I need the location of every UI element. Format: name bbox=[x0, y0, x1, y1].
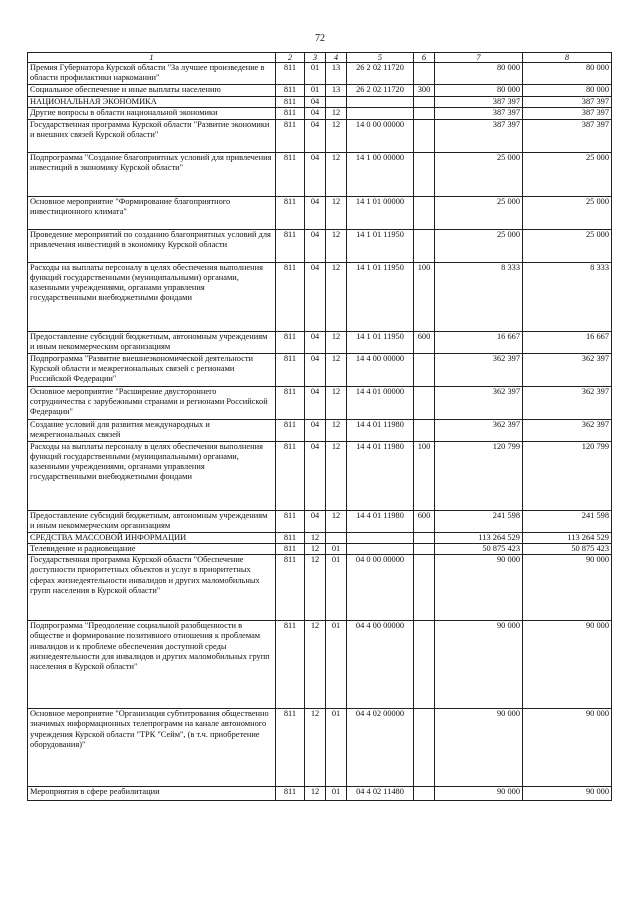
cell-rz: 12 bbox=[305, 543, 326, 554]
cell-ved: 811 bbox=[276, 787, 305, 801]
cell-sum1: 90 000 bbox=[435, 621, 523, 709]
cell-name: Расходы на выплаты персоналу в целях обеспечения выполнения функций государственными (муниципальными) органами, казенными учреждениями, органами управления государственными внебюджетными фондами bbox=[28, 441, 276, 510]
cell-vr bbox=[414, 108, 435, 119]
cell-vr bbox=[414, 152, 435, 196]
column-header: 1 bbox=[28, 53, 276, 63]
cell-csr: 26 2 02 11720 bbox=[347, 63, 414, 85]
cell-csr: 14 1 00 00000 bbox=[347, 152, 414, 196]
cell-sum1: 241 598 bbox=[435, 510, 523, 532]
table-row bbox=[28, 419, 612, 441]
cell-sum2: 8 333 bbox=[523, 262, 612, 331]
cell-vr bbox=[414, 709, 435, 787]
cell-csr: 04 4 02 11480 bbox=[347, 787, 414, 801]
cell-rz: 04 bbox=[305, 331, 326, 353]
cell-name: Подпрограмма "Создание благоприятных условий для привлечения инвестиций в экономику Курской области" bbox=[28, 152, 276, 196]
table-row bbox=[28, 119, 612, 152]
cell-sum2: 362 397 bbox=[523, 353, 612, 386]
column-header: 6 bbox=[414, 53, 435, 63]
cell-sum2: 387 397 bbox=[523, 97, 612, 108]
cell-sum1: 387 397 bbox=[435, 108, 523, 119]
cell-sum2: 120 799 bbox=[523, 441, 612, 510]
cell-sum1: 90 000 bbox=[435, 709, 523, 787]
cell-vr: 300 bbox=[414, 85, 435, 97]
cell-vr bbox=[414, 543, 435, 554]
cell-sum1: 90 000 bbox=[435, 555, 523, 621]
cell-ved: 811 bbox=[276, 108, 305, 119]
cell-sum1: 25 000 bbox=[435, 152, 523, 196]
page-number: 72 bbox=[315, 33, 325, 44]
cell-rz: 04 bbox=[305, 97, 326, 108]
cell-csr: 14 4 00 00000 bbox=[347, 353, 414, 386]
cell-rz: 12 bbox=[305, 532, 326, 543]
table-row bbox=[28, 555, 612, 621]
cell-sum1: 120 799 bbox=[435, 441, 523, 510]
cell-sum2: 25 000 bbox=[523, 196, 612, 229]
cell-pr: 13 bbox=[326, 85, 347, 97]
cell-sum2: 113 264 529 bbox=[523, 532, 612, 543]
cell-name: Государственная программа Курской области "Обеспечение доступности приоритетных объектов и услуг в приоритетных сферах жизнедеятельности инвалидов и других маломобильных групп населения в Курской области" bbox=[28, 555, 276, 621]
cell-rz: 04 bbox=[305, 353, 326, 386]
cell-vr bbox=[414, 353, 435, 386]
cell-csr bbox=[347, 543, 414, 554]
cell-vr bbox=[414, 63, 435, 85]
cell-vr: 100 bbox=[414, 262, 435, 331]
cell-csr: 14 1 01 11950 bbox=[347, 262, 414, 331]
table-header-row bbox=[28, 53, 612, 63]
cell-rz: 04 bbox=[305, 119, 326, 152]
cell-sum2: 362 397 bbox=[523, 386, 612, 419]
cell-rz: 12 bbox=[305, 555, 326, 621]
table-row bbox=[28, 709, 612, 787]
cell-sum1: 362 397 bbox=[435, 386, 523, 419]
table-row bbox=[28, 196, 612, 229]
cell-rz: 01 bbox=[305, 63, 326, 85]
cell-pr: 12 bbox=[326, 262, 347, 331]
cell-ved: 811 bbox=[276, 621, 305, 709]
cell-pr bbox=[326, 97, 347, 108]
cell-pr: 01 bbox=[326, 709, 347, 787]
cell-name: Подпрограмма "Развитие внешнеэкономической деятельности Курской области и межрегиональных связей с регионами Российской Федерации" bbox=[28, 353, 276, 386]
cell-ved: 811 bbox=[276, 331, 305, 353]
cell-ved: 811 bbox=[276, 441, 305, 510]
table-row bbox=[28, 63, 612, 85]
cell-csr: 14 1 01 00000 bbox=[347, 196, 414, 229]
cell-sum1: 387 397 bbox=[435, 119, 523, 152]
cell-rz: 04 bbox=[305, 152, 326, 196]
cell-pr: 01 bbox=[326, 543, 347, 554]
cell-csr: 14 0 00 00000 bbox=[347, 119, 414, 152]
cell-name: Расходы на выплаты персоналу в целях обеспечения выполнения функций государственными (муниципальными) органами, казенными учреждениями, органами управления государственными внебюджетными фондами bbox=[28, 262, 276, 331]
cell-vr bbox=[414, 97, 435, 108]
cell-name: Проведение мероприятий по созданию благоприятных условий для привлечения инвестиций в экономику Курской области bbox=[28, 229, 276, 262]
cell-csr: 04 4 00 00000 bbox=[347, 621, 414, 709]
cell-name: Предоставление субсидий бюджетным, автономным учреждениям и иным некоммерческим организациям bbox=[28, 331, 276, 353]
cell-name: Мероприятия в сфере реабилитации bbox=[28, 787, 276, 801]
cell-pr: 12 bbox=[326, 441, 347, 510]
cell-sum2: 387 397 bbox=[523, 119, 612, 152]
column-header: 4 bbox=[326, 53, 347, 63]
cell-rz: 04 bbox=[305, 419, 326, 441]
cell-name: Премия Губернатора Курской области "За лучшее произведение в области профилактики наркомании" bbox=[28, 63, 276, 85]
cell-csr: 14 4 01 11980 bbox=[347, 419, 414, 441]
cell-pr: 12 bbox=[326, 331, 347, 353]
cell-name: Телевидение и радиовещание bbox=[28, 543, 276, 554]
cell-csr: 14 4 01 11980 bbox=[347, 510, 414, 532]
cell-rz: 01 bbox=[305, 85, 326, 97]
cell-ved: 811 bbox=[276, 555, 305, 621]
table-row bbox=[28, 787, 612, 801]
cell-vr bbox=[414, 621, 435, 709]
cell-ved: 811 bbox=[276, 152, 305, 196]
cell-pr: 12 bbox=[326, 152, 347, 196]
cell-csr: 26 2 02 11720 bbox=[347, 85, 414, 97]
table-row bbox=[28, 386, 612, 419]
cell-vr bbox=[414, 229, 435, 262]
cell-pr: 01 bbox=[326, 555, 347, 621]
cell-pr: 12 bbox=[326, 229, 347, 262]
cell-ved: 811 bbox=[276, 63, 305, 85]
cell-rz: 04 bbox=[305, 386, 326, 419]
cell-rz: 04 bbox=[305, 229, 326, 262]
column-header: 5 bbox=[347, 53, 414, 63]
table-row bbox=[28, 152, 612, 196]
cell-name: Подпрограмма "Преодоление социальной разобщенности в обществе и формирование позитивного отношения к проблемам инвалидов и к проблеме обеспечения доступной среды жизнедеятельности для инвалидов и других маломобильных групп населения в Курской области" bbox=[28, 621, 276, 709]
cell-pr: 13 bbox=[326, 63, 347, 85]
cell-sum2: 50 875 423 bbox=[523, 543, 612, 554]
cell-sum2: 362 397 bbox=[523, 419, 612, 441]
cell-name: Основное мероприятие "Расширение двустороннего сотрудничества с зарубежными странами и регионами Российской Федерации" bbox=[28, 386, 276, 419]
cell-ved: 811 bbox=[276, 229, 305, 262]
table-row bbox=[28, 85, 612, 97]
cell-sum2: 90 000 bbox=[523, 555, 612, 621]
cell-csr bbox=[347, 97, 414, 108]
cell-pr bbox=[326, 532, 347, 543]
cell-sum1: 362 397 bbox=[435, 419, 523, 441]
cell-name: Государственная программа Курской области "Развитие экономики и внешних связей Курской области" bbox=[28, 119, 276, 152]
cell-vr bbox=[414, 532, 435, 543]
cell-vr: 600 bbox=[414, 331, 435, 353]
column-header: 7 bbox=[435, 53, 523, 63]
cell-vr: 600 bbox=[414, 510, 435, 532]
cell-name: Другие вопросы в области национальной экономики bbox=[28, 108, 276, 119]
cell-sum2: 16 667 bbox=[523, 331, 612, 353]
cell-name: Социальное обеспечение и иные выплаты населению bbox=[28, 85, 276, 97]
table-row bbox=[28, 510, 612, 532]
cell-sum1: 25 000 bbox=[435, 196, 523, 229]
cell-sum1: 8 333 bbox=[435, 262, 523, 331]
cell-csr: 14 1 01 11950 bbox=[347, 229, 414, 262]
cell-sum1: 387 397 bbox=[435, 97, 523, 108]
cell-sum2: 387 397 bbox=[523, 108, 612, 119]
cell-sum2: 25 000 bbox=[523, 152, 612, 196]
table-row bbox=[28, 97, 612, 108]
table-row bbox=[28, 532, 612, 543]
cell-sum1: 80 000 bbox=[435, 63, 523, 85]
cell-rz: 12 bbox=[305, 621, 326, 709]
cell-pr: 12 bbox=[326, 119, 347, 152]
cell-rz: 04 bbox=[305, 262, 326, 331]
cell-pr: 12 bbox=[326, 386, 347, 419]
cell-rz: 04 bbox=[305, 441, 326, 510]
cell-name: Основное мероприятие "Организация субтитрования общественно значимых информационных телепрограмм на канале автономного учреждения Курской области "ТРК "Сейм", (в т.ч. приобретение оборудования)" bbox=[28, 709, 276, 787]
cell-csr bbox=[347, 532, 414, 543]
column-header: 2 bbox=[276, 53, 305, 63]
cell-sum1: 90 000 bbox=[435, 787, 523, 801]
cell-pr: 12 bbox=[326, 196, 347, 229]
cell-pr: 01 bbox=[326, 621, 347, 709]
column-header: 8 bbox=[523, 53, 612, 63]
cell-sum2: 80 000 bbox=[523, 85, 612, 97]
cell-csr: 14 1 01 11950 bbox=[347, 331, 414, 353]
table-row bbox=[28, 543, 612, 554]
cell-rz: 12 bbox=[305, 709, 326, 787]
column-header: 3 bbox=[305, 53, 326, 63]
cell-rz: 12 bbox=[305, 787, 326, 801]
cell-csr: 14 4 01 00000 bbox=[347, 386, 414, 419]
cell-sum1: 362 397 bbox=[435, 353, 523, 386]
cell-name: Создание условий для развития международных и межрегиональных связей bbox=[28, 419, 276, 441]
cell-ved: 811 bbox=[276, 85, 305, 97]
cell-rz: 04 bbox=[305, 510, 326, 532]
cell-ved: 811 bbox=[276, 419, 305, 441]
cell-sum1: 25 000 bbox=[435, 229, 523, 262]
cell-vr bbox=[414, 555, 435, 621]
table-row bbox=[28, 108, 612, 119]
cell-pr: 01 bbox=[326, 787, 347, 801]
cell-ved: 811 bbox=[276, 709, 305, 787]
cell-csr: 04 4 02 00000 bbox=[347, 709, 414, 787]
cell-rz: 04 bbox=[305, 196, 326, 229]
table-row bbox=[28, 331, 612, 353]
cell-ved: 811 bbox=[276, 532, 305, 543]
cell-name: Предоставление субсидий бюджетным, автономным учреждениям и иным некоммерческим организациям bbox=[28, 510, 276, 532]
cell-ved: 811 bbox=[276, 353, 305, 386]
cell-pr: 12 bbox=[326, 419, 347, 441]
cell-name: Основное мероприятие "Формирование благоприятного инвестиционного климата" bbox=[28, 196, 276, 229]
cell-ved: 811 bbox=[276, 262, 305, 331]
cell-csr: 04 0 00 00000 bbox=[347, 555, 414, 621]
cell-csr: 14 4 01 11980 bbox=[347, 441, 414, 510]
cell-ved: 811 bbox=[276, 386, 305, 419]
table-row bbox=[28, 441, 612, 510]
cell-sum2: 80 000 bbox=[523, 63, 612, 85]
cell-sum2: 90 000 bbox=[523, 709, 612, 787]
table-row bbox=[28, 229, 612, 262]
cell-vr bbox=[414, 419, 435, 441]
cell-sum1: 50 875 423 bbox=[435, 543, 523, 554]
budget-table bbox=[27, 52, 612, 801]
cell-csr bbox=[347, 108, 414, 119]
table-row bbox=[28, 353, 612, 386]
cell-vr bbox=[414, 196, 435, 229]
cell-vr bbox=[414, 119, 435, 152]
cell-vr: 100 bbox=[414, 441, 435, 510]
table-row bbox=[28, 621, 612, 709]
cell-pr: 12 bbox=[326, 108, 347, 119]
cell-name: СРЕДСТВА МАССОВОЙ ИНФОРМАЦИИ bbox=[28, 532, 276, 543]
cell-pr: 12 bbox=[326, 510, 347, 532]
cell-ved: 811 bbox=[276, 119, 305, 152]
cell-ved: 811 bbox=[276, 196, 305, 229]
cell-sum1: 113 264 529 bbox=[435, 532, 523, 543]
table-row bbox=[28, 262, 612, 331]
cell-rz: 04 bbox=[305, 108, 326, 119]
cell-ved: 811 bbox=[276, 543, 305, 554]
cell-vr bbox=[414, 386, 435, 419]
cell-sum2: 90 000 bbox=[523, 787, 612, 801]
cell-sum2: 25 000 bbox=[523, 229, 612, 262]
cell-sum1: 16 667 bbox=[435, 331, 523, 353]
cell-pr: 12 bbox=[326, 353, 347, 386]
cell-ved: 811 bbox=[276, 97, 305, 108]
cell-sum1: 80 000 bbox=[435, 85, 523, 97]
cell-sum2: 241 598 bbox=[523, 510, 612, 532]
cell-vr bbox=[414, 787, 435, 801]
cell-sum2: 90 000 bbox=[523, 621, 612, 709]
cell-ved: 811 bbox=[276, 510, 305, 532]
cell-name: НАЦИОНАЛЬНАЯ ЭКОНОМИКА bbox=[28, 97, 276, 108]
